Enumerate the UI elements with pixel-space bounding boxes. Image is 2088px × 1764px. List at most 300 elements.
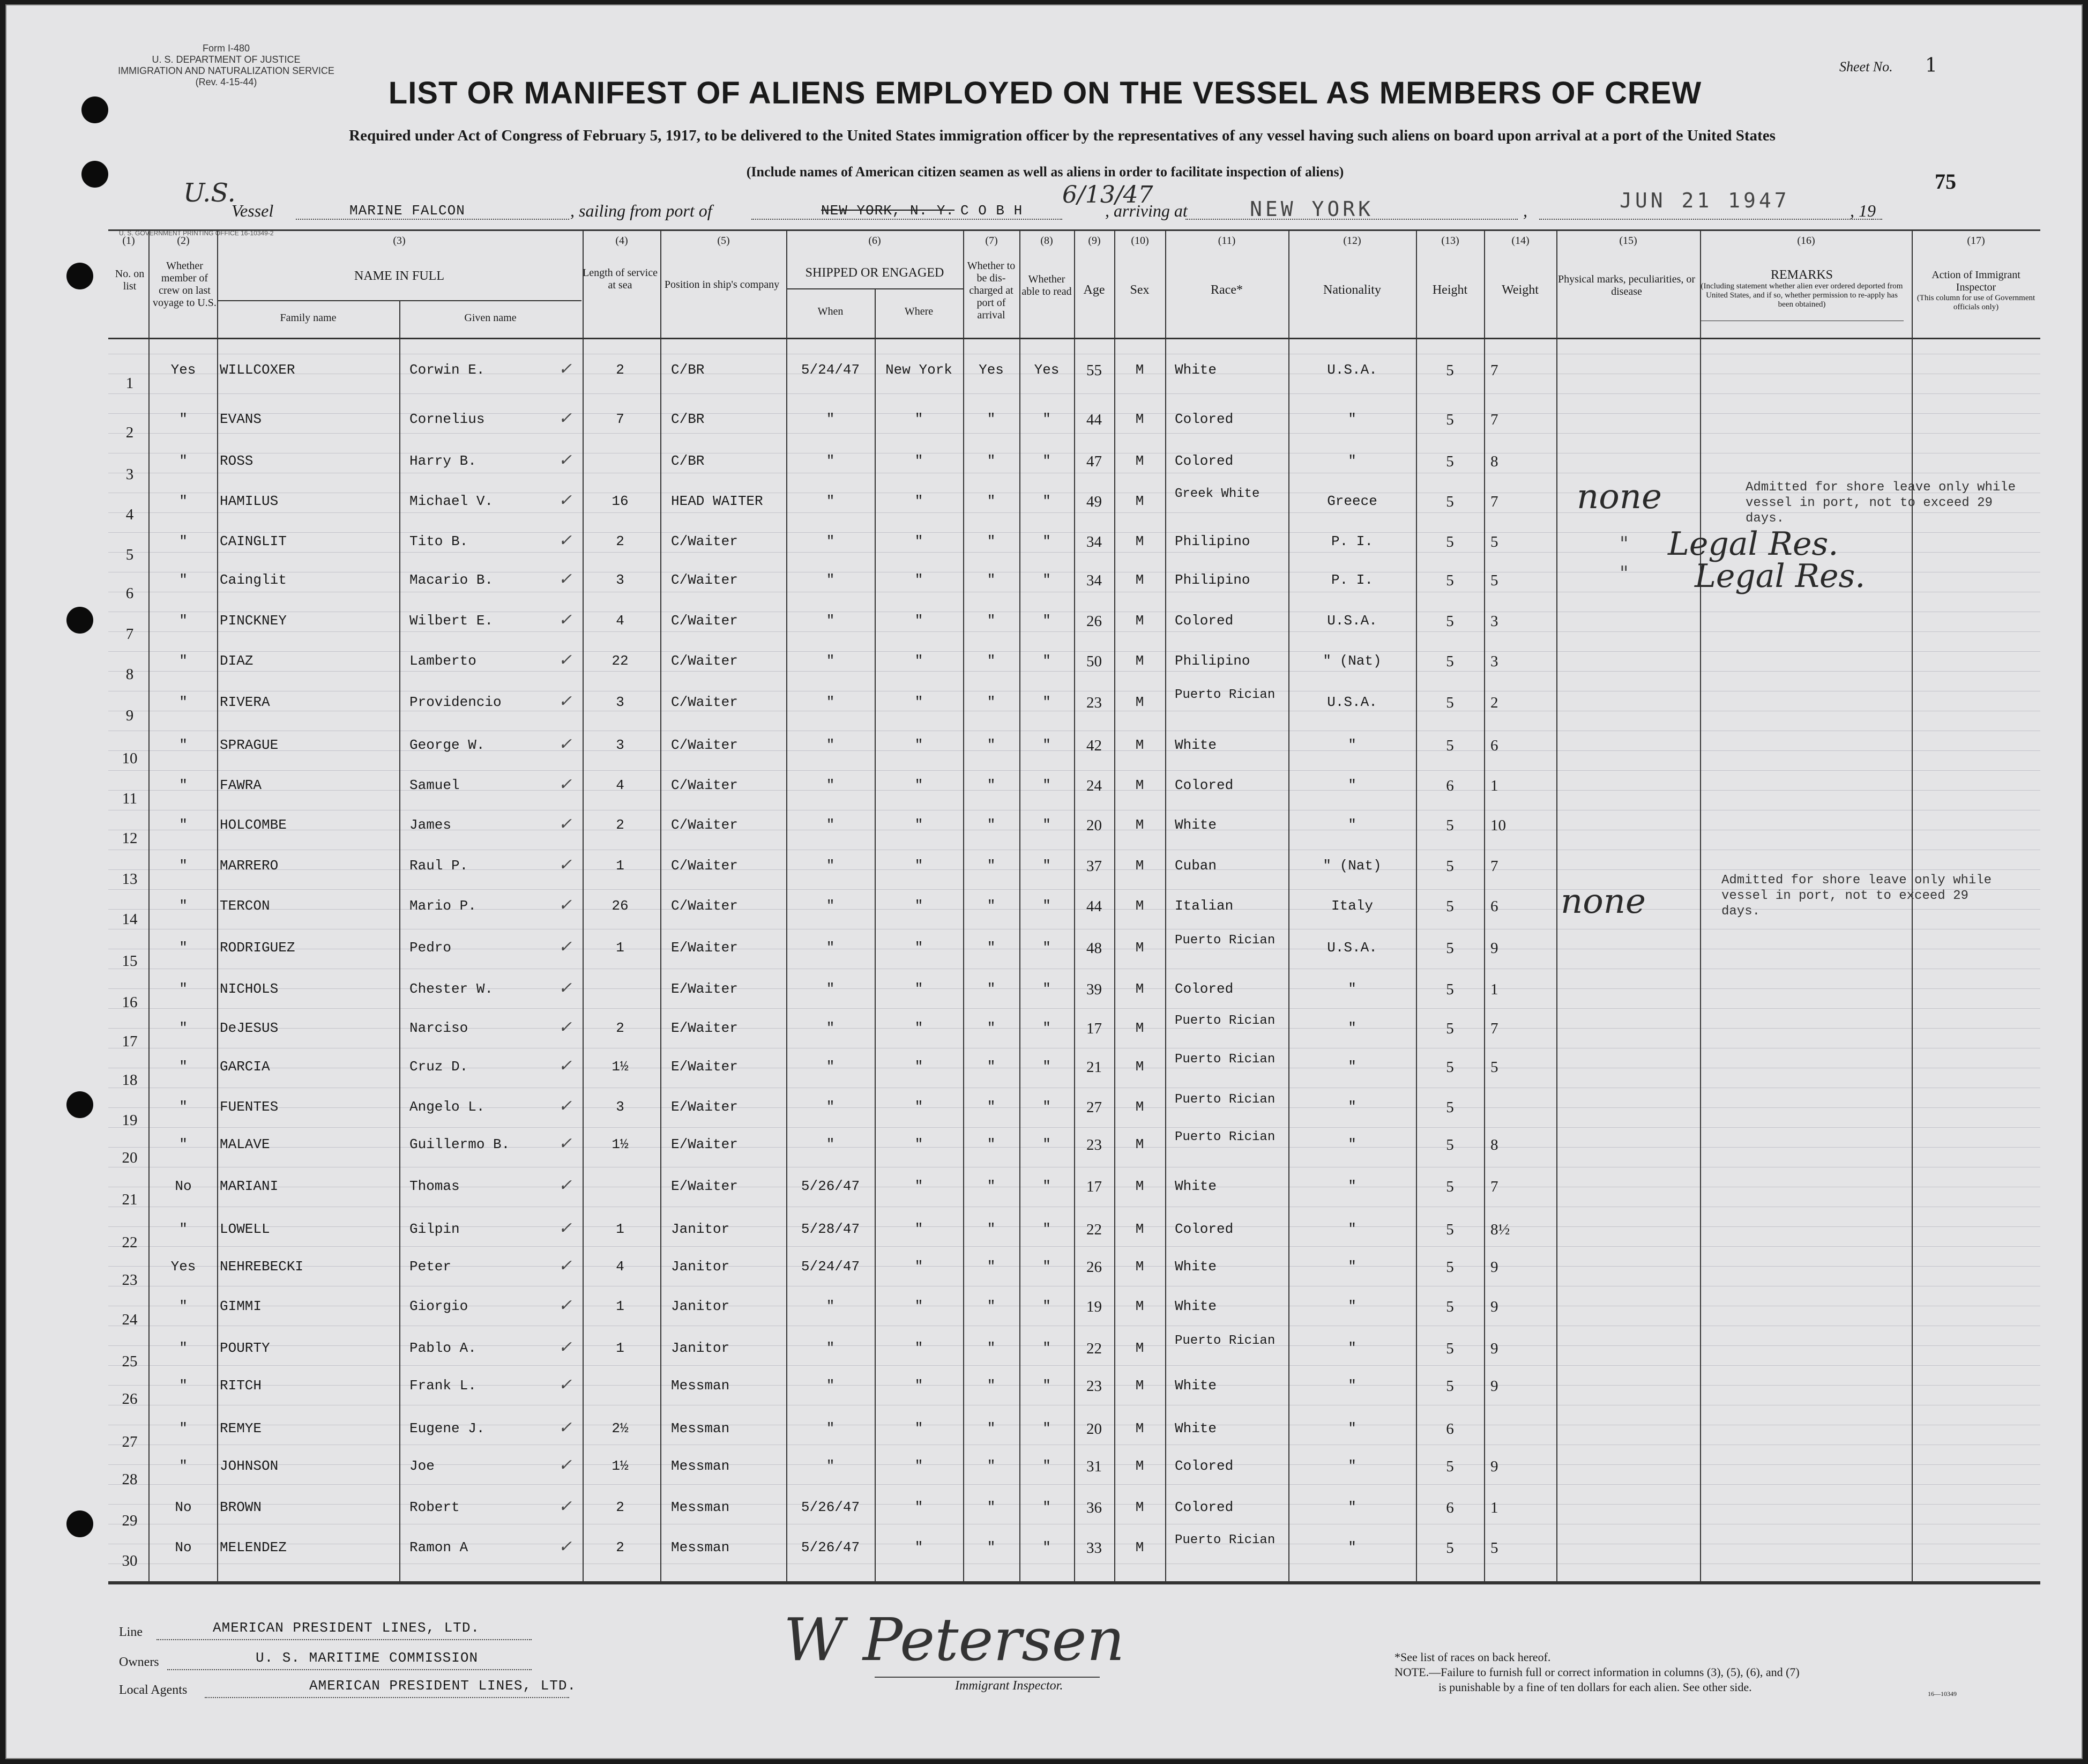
weight-cell: 9 (1490, 1259, 1498, 1276)
check-mark-icon: ✓ (558, 979, 572, 998)
shipped-where-cell: " (914, 1539, 923, 1555)
member-cell: " (179, 898, 188, 914)
shipped-when-cell: " (826, 940, 835, 956)
shipped-where-cell: " (914, 694, 923, 710)
year-prefix: , 19 (1850, 201, 1876, 220)
service-length-cell: 26 (612, 898, 629, 914)
height-cell: 5 (1446, 981, 1454, 998)
nationality-cell: " (1348, 1221, 1356, 1237)
service-length-cell: 7 (616, 411, 624, 427)
discharged-cell: " (987, 1420, 996, 1436)
family-name-cell: RITCH (220, 1378, 262, 1394)
shipped-where-cell: New York (885, 362, 952, 378)
discharged-cell: " (987, 1136, 996, 1152)
race-cell: Puerto Rician (1175, 1092, 1276, 1107)
family-name-cell: JOHNSON (220, 1458, 279, 1474)
member-cell: " (179, 737, 188, 753)
check-mark-icon: ✓ (558, 1456, 572, 1475)
sex-cell: M (1135, 1499, 1144, 1515)
nationality-cell: " (1348, 1378, 1356, 1394)
position-cell: Janitor (671, 1340, 730, 1356)
shipped-when-cell: " (826, 1298, 835, 1314)
weight-cell: 5 (1490, 572, 1498, 589)
race-cell: Philipino (1175, 572, 1250, 588)
race-cell: Colored (1175, 613, 1234, 629)
nationality-cell: U.S.A. (1327, 362, 1377, 378)
given-name-cell: Robert (409, 1499, 460, 1515)
race-cell: Cuban (1175, 858, 1217, 874)
member-cell: " (179, 1221, 188, 1237)
column-number: (5) (717, 235, 730, 247)
races-note: *See list of races on back hereof. (1395, 1650, 1551, 1664)
nationality-cell: " (1348, 1499, 1356, 1515)
able-to-read-cell: " (1042, 1539, 1051, 1555)
race-cell: Puerto Rician (1175, 933, 1276, 948)
nationality-cell: " (Nat) (1323, 653, 1382, 669)
member-cell: " (179, 1458, 188, 1474)
member-cell: " (179, 1420, 188, 1436)
sheet-label: Sheet No. (1839, 59, 1893, 75)
nationality-cell: " (1348, 1420, 1356, 1436)
nationality-cell: " (1348, 737, 1356, 753)
height-cell: 5 (1446, 1298, 1454, 1315)
sex-cell: M (1135, 1020, 1144, 1036)
position-cell: Messman (671, 1539, 730, 1555)
member-cell: " (179, 1099, 188, 1115)
col-header-weight: Weight (1502, 283, 1539, 297)
given-name-cell: George W. (409, 737, 485, 753)
family-name-cell: HAMILUS (220, 493, 279, 509)
weight-cell: 7 (1490, 362, 1498, 379)
family-name-cell: PINCKNEY (220, 613, 287, 629)
race-cell: Puerto Rician (1175, 1334, 1276, 1348)
punch-hole (66, 1091, 93, 1118)
check-mark-icon: ✓ (558, 735, 572, 754)
age-cell: 27 (1086, 1099, 1102, 1116)
race-cell: Colored (1175, 777, 1234, 793)
given-name-cell: Harry B. (409, 453, 476, 469)
given-name-cell: Angelo L. (409, 1099, 485, 1115)
comma-sep: , (1523, 201, 1527, 220)
weight-cell: 3 (1490, 653, 1498, 670)
family-name-cell: NICHOLS (220, 981, 279, 997)
given-name-cell: Eugene J. (409, 1420, 485, 1436)
page-title: LIST OR MANIFEST OF ALIENS EMPLOYED ON THE VESSEL AS MEMBERS OF CREW (388, 76, 1702, 110)
race-cell: Puerto Rician (1175, 1052, 1276, 1067)
sex-cell: M (1135, 453, 1144, 469)
member-cell: " (179, 1298, 188, 1314)
age-cell: 17 (1086, 1020, 1102, 1037)
height-cell: 5 (1446, 653, 1454, 670)
family-name-cell: TERCON (220, 898, 270, 914)
discharged-cell: " (987, 653, 996, 669)
discharged-cell: " (987, 572, 996, 588)
col-header-remarks: REMARKS (1770, 268, 1833, 282)
discharged-cell: " (987, 858, 996, 874)
able-to-read-cell: " (1042, 453, 1051, 469)
discharged-cell: " (987, 898, 996, 914)
check-mark-icon: ✓ (558, 1097, 572, 1115)
height-cell: 5 (1446, 1221, 1454, 1238)
height-cell: 5 (1446, 1458, 1454, 1475)
discharged-cell: " (987, 1539, 996, 1555)
shipped-where-cell: " (914, 1458, 923, 1474)
member-cell: No (175, 1539, 192, 1555)
inspector-label: Immigrant Inspector. (955, 1679, 1063, 1693)
shipped-where-cell: " (914, 1499, 923, 1515)
weight-cell: 2 (1490, 694, 1498, 711)
nationality-cell: " (1348, 1340, 1356, 1356)
col-header-physical: Physical marks, peculiarities, or disease (1557, 273, 1696, 297)
row-number-cell: 6 (125, 585, 134, 602)
inspector-signature: W Petersen (784, 1605, 1125, 1674)
age-cell: 19 (1086, 1298, 1102, 1315)
height-cell: 5 (1446, 1178, 1454, 1195)
col-header-height: Height (1432, 283, 1468, 297)
manifest-sheet (5, 4, 2083, 1759)
member-cell: No (175, 1178, 192, 1194)
shipped-when-cell: 5/24/47 (801, 362, 860, 378)
row-number-cell: 25 (122, 1353, 138, 1370)
position-cell: Messman (671, 1378, 730, 1394)
sex-cell: M (1135, 1059, 1144, 1075)
given-name-cell: Pedro (409, 940, 452, 956)
col-header-position: Position in ship's company (664, 279, 780, 291)
check-mark-icon: ✓ (558, 1375, 572, 1394)
discharged-cell: " (987, 613, 996, 629)
age-cell: 36 (1086, 1499, 1102, 1516)
discharged-cell: " (987, 1099, 996, 1115)
discharged-cell: " (987, 1259, 996, 1275)
given-name-cell: James (409, 817, 452, 833)
given-name-cell: Wilbert E. (409, 613, 494, 629)
column-number: (8) (1040, 235, 1053, 247)
remark-legal-res-1: Legal Res. (1668, 525, 1839, 563)
race-cell: White (1175, 737, 1217, 753)
race-cell: White (1175, 817, 1217, 833)
height-cell: 5 (1446, 1059, 1454, 1076)
agents-value: AMERICAN PRESIDENT LINES, LTD. (309, 1678, 577, 1694)
family-name-cell: DeJESUS (220, 1020, 279, 1036)
check-mark-icon: ✓ (558, 896, 572, 914)
given-name-cell: Peter (409, 1259, 452, 1275)
col-header-when: When (817, 306, 844, 317)
nationality-cell: " (1348, 1059, 1356, 1075)
age-cell: 26 (1086, 1259, 1102, 1276)
age-cell: 23 (1086, 1378, 1102, 1395)
col-header-read: Whether able to read (1021, 273, 1072, 297)
race-cell: White (1175, 1259, 1217, 1275)
shipped-where-cell: " (914, 411, 923, 427)
shipped-when-cell: " (826, 1420, 835, 1436)
row-number-cell: 18 (122, 1071, 138, 1089)
shipped-where-cell: " (914, 572, 923, 588)
position-cell: C/Waiter (671, 858, 738, 874)
race-cell: Puerto Rician (1175, 688, 1276, 702)
given-name-cell: Raul P. (409, 858, 468, 874)
race-cell: White (1175, 1298, 1217, 1314)
position-cell: E/Waiter (671, 1178, 738, 1194)
family-name-cell: RODRIGUEZ (220, 940, 295, 956)
sailing-port: C O B H (960, 203, 1023, 219)
nationality-cell: " (1348, 1020, 1356, 1036)
race-cell: Philipino (1175, 653, 1250, 669)
weight-cell: 6 (1490, 737, 1498, 754)
row-number-cell: 11 (122, 790, 137, 807)
remark-legal-res-2: Legal Res. (1695, 557, 1866, 595)
shipped-when-cell: " (826, 898, 835, 914)
service-length-cell: 4 (616, 777, 624, 793)
given-name-cell: Giorgio (409, 1298, 468, 1314)
nationality-cell: " (1348, 1259, 1356, 1275)
age-cell: 34 (1086, 533, 1102, 550)
sex-cell: M (1135, 1298, 1144, 1314)
check-mark-icon: ✓ (558, 1056, 572, 1075)
col-header-family: Family name (280, 312, 337, 324)
height-cell: 5 (1446, 411, 1454, 428)
remark-admitted-2: Admitted for shore leave only while vessel in port, not to exceed 29 days. (1721, 873, 1992, 919)
sex-cell: M (1135, 362, 1144, 378)
family-name-cell: MELENDEZ (220, 1539, 287, 1555)
age-cell: 42 (1086, 737, 1102, 754)
able-to-read-cell: " (1042, 533, 1051, 549)
sex-cell: M (1135, 493, 1144, 509)
weight-cell: 8½ (1490, 1221, 1510, 1238)
row-number-cell: 12 (122, 830, 138, 847)
member-cell: " (179, 572, 188, 588)
age-cell: 33 (1086, 1539, 1102, 1557)
member-cell: " (179, 858, 188, 874)
row-number-cell: 5 (125, 546, 134, 563)
weight-cell: 7 (1490, 858, 1498, 875)
row-number-cell: 21 (122, 1191, 138, 1208)
member-cell: " (179, 411, 188, 427)
member-cell: " (179, 817, 188, 833)
member-cell: Yes (170, 362, 196, 378)
column-number: (16) (1797, 235, 1815, 247)
service-length-cell: 4 (616, 1259, 624, 1275)
col-header-no: No. on list (115, 268, 145, 292)
row-number-cell: 15 (122, 952, 138, 970)
shipped-when-cell: " (826, 737, 835, 753)
able-to-read-cell: " (1042, 1298, 1051, 1314)
sex-cell: M (1135, 1259, 1144, 1275)
able-to-read-cell: " (1042, 737, 1051, 753)
nationality-cell: " (Nat) (1323, 858, 1382, 874)
column-number: (7) (985, 235, 998, 247)
col-header-where: Where (904, 306, 934, 317)
able-to-read-cell: " (1042, 777, 1051, 793)
discharged-cell: " (987, 817, 996, 833)
service-length-cell: 16 (612, 493, 629, 509)
given-name-cell: Mario P. (409, 898, 476, 914)
shipped-when-cell: " (826, 1458, 835, 1474)
race-cell: Puerto Rician (1175, 1130, 1276, 1144)
discharged-cell: " (987, 453, 996, 469)
race-cell: Philipino (1175, 533, 1250, 549)
service-length-cell: 1½ (612, 1458, 629, 1474)
race-cell: Colored (1175, 411, 1234, 427)
shipped-where-cell: " (914, 898, 923, 914)
shipped-where-cell: " (914, 940, 923, 956)
shipped-when-cell: 5/24/47 (801, 1259, 860, 1275)
discharged-cell: " (987, 981, 996, 997)
position-cell: HEAD WAITER (671, 493, 763, 509)
height-cell: 5 (1446, 1136, 1454, 1153)
agents-label: Local Agents (119, 1683, 188, 1697)
shipped-when-cell: 5/26/47 (801, 1539, 860, 1555)
service-length-cell: 3 (616, 737, 624, 753)
sex-cell: M (1135, 572, 1144, 588)
column-number: (1) (122, 235, 135, 247)
nationality-cell: " (1348, 1178, 1356, 1194)
row-number-cell: 1 (125, 375, 134, 392)
position-cell: E/Waiter (671, 1136, 738, 1152)
weight-cell: 3 (1490, 613, 1498, 630)
shipped-when-cell: 5/26/47 (801, 1178, 860, 1194)
position-cell: C/Waiter (671, 777, 738, 793)
able-to-read-cell: " (1042, 1499, 1051, 1515)
position-cell: Messman (671, 1499, 730, 1515)
position-cell: Janitor (671, 1221, 730, 1237)
nationality-cell: " (1348, 1136, 1356, 1152)
height-cell: 5 (1446, 1099, 1454, 1116)
nationality-cell: " (1348, 817, 1356, 833)
height-cell: 6 (1446, 1499, 1454, 1516)
row-number-cell: 10 (122, 750, 138, 767)
family-name-cell: POURTY (220, 1340, 270, 1356)
member-cell: " (179, 777, 188, 793)
discharged-cell: " (987, 694, 996, 710)
row-number-cell: 22 (122, 1234, 138, 1251)
row-number-cell: 24 (122, 1311, 138, 1328)
given-name-cell: Frank L. (409, 1378, 476, 1394)
age-cell: 22 (1086, 1340, 1102, 1357)
nationality-cell: Italy (1331, 898, 1373, 914)
race-cell: Italian (1175, 898, 1234, 914)
family-name-cell: FUENTES (220, 1099, 279, 1115)
remark-admitted-1: Admitted for shore leave only while vessel in port, not to exceed 29 days. (1746, 480, 2016, 526)
sex-cell: M (1135, 1420, 1144, 1436)
service-length-cell: 2 (616, 1499, 624, 1515)
weight-cell: 9 (1490, 1458, 1498, 1475)
nationality-cell: " (1348, 1298, 1356, 1314)
col-header-shipped: SHIPPED OR ENGAGED (805, 266, 944, 280)
row-number-cell: 2 (125, 424, 134, 441)
discharged-cell: " (987, 411, 996, 427)
able-to-read-cell: Yes (1034, 362, 1060, 378)
height-cell: 5 (1446, 858, 1454, 875)
service-length-cell: 3 (616, 572, 624, 588)
given-name-cell: Providencio (409, 694, 502, 710)
given-name-cell: Cruz D. (409, 1059, 468, 1075)
sex-cell: M (1135, 898, 1144, 914)
member-cell: " (179, 940, 188, 956)
arrival-port: NEW YORK (1250, 197, 1374, 221)
discharged-cell: " (987, 1458, 996, 1474)
shipped-when-cell: " (826, 1378, 835, 1394)
remark-none-1: none (1577, 477, 1662, 517)
age-cell: 34 (1086, 572, 1102, 589)
shipped-where-cell: " (914, 981, 923, 997)
sex-cell: M (1135, 940, 1144, 956)
height-cell: 6 (1446, 777, 1454, 794)
row-number-cell: 9 (125, 707, 134, 724)
row-number-cell: 23 (122, 1271, 138, 1289)
member-cell: " (179, 613, 188, 629)
arrival-date: JUN 21 1947 (1620, 189, 1790, 212)
row-number-cell: 14 (122, 911, 138, 928)
column-number: (15) (1619, 235, 1637, 247)
weight-cell: 1 (1490, 981, 1498, 998)
row-number-cell: 30 (122, 1552, 138, 1569)
position-cell: C/Waiter (671, 613, 738, 629)
position-cell: C/Waiter (671, 817, 738, 833)
able-to-read-cell: " (1042, 858, 1051, 874)
column-number: (3) (393, 235, 406, 247)
check-mark-icon: ✓ (558, 570, 572, 589)
discharged-cell: " (987, 533, 996, 549)
height-cell: 5 (1446, 453, 1454, 470)
able-to-read-cell: " (1042, 1259, 1051, 1275)
sailing-label: , sailing from port of (570, 201, 712, 220)
row-number-cell: 17 (122, 1033, 138, 1050)
col-header-name: NAME IN FULL (354, 269, 444, 283)
arriving-label: , arriving at (1105, 201, 1188, 220)
shipped-when-cell: " (826, 1099, 835, 1115)
shipped-when-cell: " (826, 858, 835, 874)
shipped-where-cell: " (914, 1340, 923, 1356)
column-number: (12) (1343, 235, 1361, 247)
able-to-read-cell: " (1042, 1221, 1051, 1237)
discharged-cell: " (987, 777, 996, 793)
position-cell: E/Waiter (671, 1020, 738, 1036)
able-to-read-cell: " (1042, 981, 1051, 997)
weight-cell: 1 (1490, 1499, 1498, 1516)
row-number-cell: 26 (122, 1390, 138, 1408)
check-mark-icon: ✓ (558, 855, 572, 874)
check-mark-icon: ✓ (558, 775, 572, 794)
sex-cell: M (1135, 777, 1144, 793)
position-cell: C/Waiter (671, 898, 738, 914)
position-cell: E/Waiter (671, 1059, 738, 1075)
race-cell: Colored (1175, 1458, 1234, 1474)
nationality-cell: P. I. (1331, 533, 1373, 549)
given-name-cell: Lamberto (409, 653, 476, 669)
service-length-cell: 1 (616, 1340, 624, 1356)
position-cell: C/BR (671, 453, 705, 469)
position-cell: E/Waiter (671, 981, 738, 997)
nationality-cell: " (1348, 777, 1356, 793)
member-cell: " (179, 1340, 188, 1356)
position-cell: E/Waiter (671, 940, 738, 956)
check-mark-icon: ✓ (558, 937, 572, 956)
col-header-race: Race* (1211, 283, 1243, 297)
weight-cell: 9 (1490, 1378, 1498, 1395)
service-length-cell: 3 (616, 1099, 624, 1115)
shipped-where-cell: " (914, 1420, 923, 1436)
service-length-cell: 1 (616, 1221, 624, 1237)
given-name-cell: Gilpin (409, 1221, 460, 1237)
weight-cell: 1 (1490, 777, 1498, 794)
service-length-cell: 2 (616, 362, 624, 378)
given-name-cell: Samuel (409, 777, 460, 793)
weight-cell: 9 (1490, 1298, 1498, 1315)
sheet-number: 1 (1925, 55, 1937, 77)
discharged-cell: " (987, 1499, 996, 1515)
family-name-cell: Cainglit (220, 572, 287, 588)
age-cell: 49 (1086, 493, 1102, 510)
